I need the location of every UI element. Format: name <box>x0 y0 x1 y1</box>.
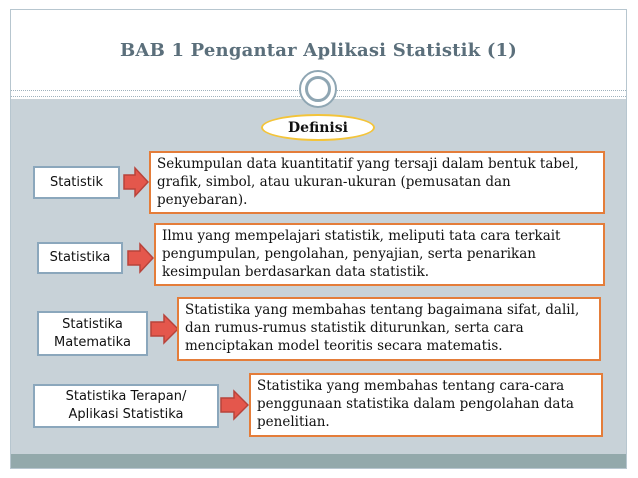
definition-box-statistik <box>149 151 605 214</box>
definition-box-statistika-terapan <box>249 373 603 437</box>
term-label: Statistika <box>62 316 123 332</box>
definition-line: penggunaan statistika dalam pengolahan data <box>257 396 574 412</box>
right-arrow-icon <box>220 389 249 421</box>
definition-line: Sekumpulan data kuantitatif yang tersaji dalam bentuk tabel, <box>157 156 579 172</box>
definition-line: kesimpulan berdasarkan data statistik. <box>162 264 430 280</box>
term-box-statistika <box>37 242 123 274</box>
circle-ornament-icon <box>299 70 337 108</box>
term-box-statistika-terapan <box>33 384 219 428</box>
definition-line: dan rumus-rumus statistik diturunkan, serta cara <box>185 320 524 336</box>
slide-title: BAB 1 Pengantar Aplikasi Statistik (1) <box>119 40 518 61</box>
definisi-badge: Definisi <box>261 114 375 141</box>
definition-line: menciptakan model teoritis secara matematis. <box>185 338 503 354</box>
definition-line: penyebaran). <box>157 192 248 208</box>
term-label: Statistik <box>49 174 104 190</box>
term-label: Matematika <box>54 334 131 350</box>
definition-box-statistika <box>154 223 605 286</box>
definition-line: pengumpulan, pengolahan, penyajian, serta penarikan <box>162 246 536 262</box>
definition-line: Statistika yang membahas tentang cara-cara <box>257 378 565 394</box>
term-label: Aplikasi Statistika <box>68 407 184 422</box>
term-box-statistika-matematika <box>37 311 148 356</box>
term-label: Statistika <box>49 250 111 265</box>
right-arrow-icon <box>127 242 154 274</box>
definition-line: grafik, simbol, atau ukuran-ukuran (pemusatan dan <box>157 174 511 190</box>
circle-ring-icon <box>305 76 331 102</box>
right-arrow-icon <box>150 313 179 345</box>
definition-box-statistika-matematika <box>177 297 601 361</box>
right-arrow-icon <box>123 166 149 198</box>
term-label: Statistika Terapan/ <box>65 389 187 404</box>
definition-line: Ilmu yang mempelajari statistik, meliputi tata cara terkait <box>162 228 561 244</box>
definition-line: Statistika yang membahas tentang bagaimana sifat, dalil, <box>185 302 580 318</box>
term-box-statistik <box>33 166 120 199</box>
definition-line: penelitian. <box>257 414 330 430</box>
